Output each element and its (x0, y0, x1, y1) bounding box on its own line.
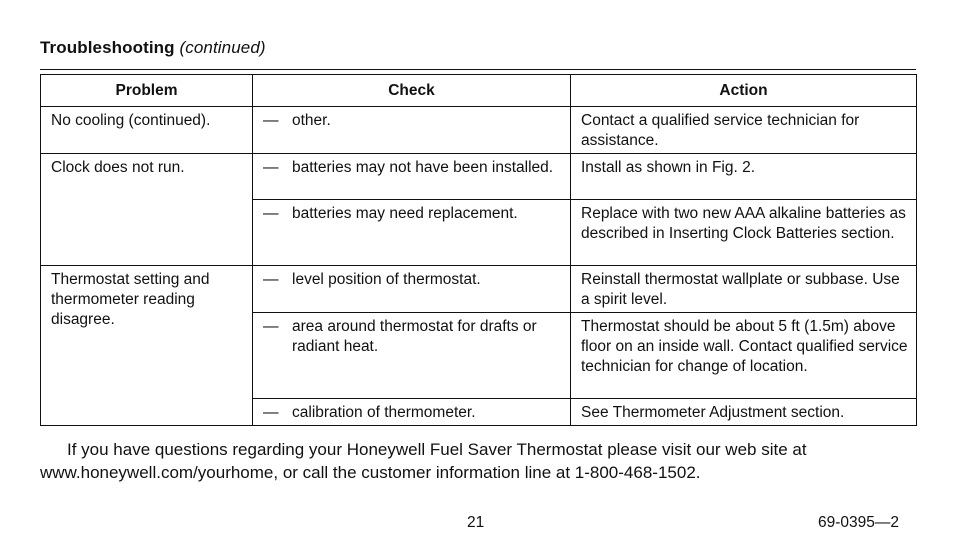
check-cell (253, 313, 571, 399)
header-problem: Problem (41, 75, 253, 107)
check-cell (253, 200, 571, 266)
dash: — (263, 318, 279, 335)
action-cell: Install as shown in Fig. 2. (571, 154, 917, 200)
dash: — (263, 404, 279, 421)
title-rule (40, 69, 916, 70)
dash: — (263, 271, 279, 288)
check-text: other. (292, 112, 331, 129)
problem-cell: Thermostat setting and thermometer reading disagree. (41, 266, 253, 426)
table-header-row (41, 75, 917, 107)
problem-cell: Clock does not run. (41, 154, 253, 266)
dash: — (263, 159, 279, 176)
title-text: Troubleshooting (40, 38, 175, 57)
check-text: batteries may not have been installed. (292, 159, 554, 176)
document-number: 69-0395—2 (818, 514, 900, 531)
check-text: level position of thermostat. (292, 271, 481, 288)
action-cell: Thermostat should be about 5 ft (1.5m) above floor on an inside wall. Contact qualified service technician for change of location. (571, 313, 917, 399)
dash: — (263, 205, 279, 222)
problem-cell: No cooling (continued). (41, 107, 253, 154)
table-row (41, 154, 917, 200)
troubleshooting-table (40, 74, 917, 426)
header-check: Check (253, 75, 571, 107)
check-text: calibration of thermometer. (292, 404, 476, 421)
help-paragraph: If you have questions regarding your Honeywell Fuel Saver Thermostat please visit our web site at www.honeywell.com/yourhome, or call the customer information line at 1-800-468-1502. (40, 440, 807, 482)
table-row (41, 266, 917, 313)
check-cell (253, 399, 571, 426)
title-continued: (continued) (179, 38, 266, 57)
action-cell: Reinstall thermostat wallplate or subbase. Use a spirit level. (571, 266, 917, 313)
header-action: Action (571, 75, 917, 107)
page-title (40, 38, 266, 58)
check-cell (253, 154, 571, 200)
page-number: 21 (467, 514, 485, 531)
action-cell: Replace with two new AAA alkaline batteries as described in Inserting Clock Batteries section. (571, 200, 917, 266)
check-text: area around thermostat for drafts or radiant heat. (292, 318, 537, 355)
check-cell (253, 266, 571, 313)
table-row (41, 107, 917, 154)
check-cell (253, 107, 571, 154)
action-cell: See Thermometer Adjustment section. (571, 399, 917, 426)
dash: — (263, 112, 279, 129)
action-cell: Contact a qualified service technician for assistance. (571, 107, 917, 154)
check-text: batteries may need replacement. (292, 205, 518, 222)
